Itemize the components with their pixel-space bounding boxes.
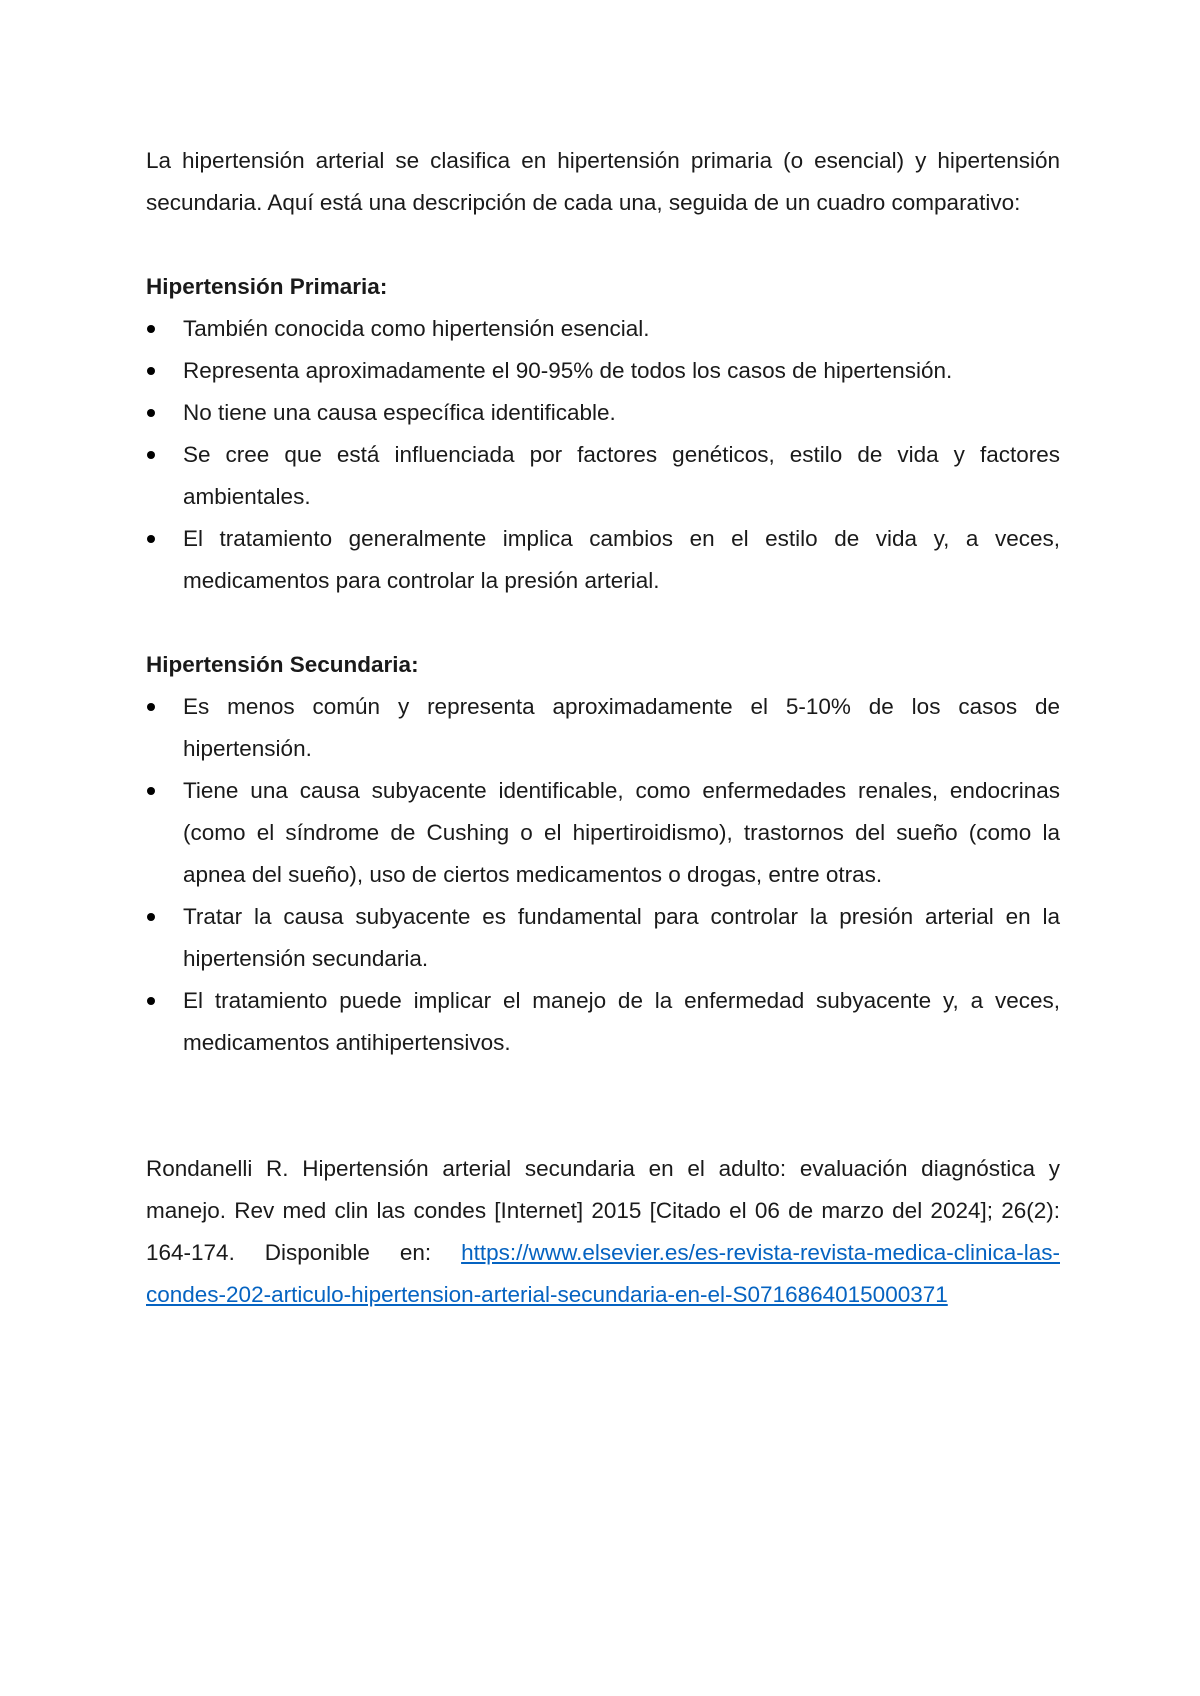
list-item	[146, 896, 1060, 980]
list-primaria	[146, 308, 1060, 602]
list-item	[146, 518, 1060, 602]
list-item-text: Se cree que está influenciada por factores genéticos, estilo de vida y factores ambientales.	[183, 442, 1060, 509]
list-item	[146, 308, 1060, 350]
heading-primaria: Hipertensión Primaria:	[146, 274, 388, 299]
list-item-text: El tratamiento generalmente implica cambios en el estilo de vida y, a veces, medicamentos para controlar la presión arterial.	[183, 526, 1060, 593]
reference-link[interactable]: https://www.elsevier.es/es-revista-revista-medica-clinica-las-condes-202-articulo-hipertension-arterial-secundaria-en-el-S0716864015000371	[146, 1240, 1060, 1307]
bullet-icon	[147, 367, 155, 375]
list-item-text: Tratar la causa subyacente es fundamental para controlar la presión arterial en la hipertensión secundaria.	[183, 904, 1060, 971]
spacer	[146, 224, 1060, 266]
bullet-icon	[147, 325, 155, 333]
heading-secundaria: Hipertensión Secundaria:	[146, 652, 419, 677]
list-item	[146, 434, 1060, 518]
list-item	[146, 350, 1060, 392]
bullet-icon	[147, 997, 155, 1005]
list-secundaria	[146, 686, 1060, 1064]
list-item-text: El tratamiento puede implicar el manejo de la enfermedad subyacente y, a veces, medicamentos antihipertensivos.	[183, 988, 1060, 1055]
spacer	[146, 1064, 1060, 1148]
list-item	[146, 770, 1060, 896]
document-page	[146, 140, 1060, 1316]
list-item-text: Es menos común y representa aproximadamente el 5-10% de los casos de hipertensión.	[183, 694, 1060, 761]
reference-paragraph	[146, 1148, 1060, 1316]
list-item-text: Representa aproximadamente el 90-95% de todos los casos de hipertensión.	[183, 358, 953, 383]
bullet-icon	[147, 451, 155, 459]
reference-text: Rondanelli R. Hipertensión arterial secundaria en el adulto: evaluación diagnóstica y manejo. Rev med clin las condes [Internet] 2015 [Citado el 06 de marzo del 2024]; 26(2): 164-174. Disponible en:	[146, 1156, 1060, 1265]
intro-paragraph: La hipertensión arterial se clasifica en hipertensión primaria (o esencial) y hipertensión secundaria. Aquí está una descripción de cada una, seguida de un cuadro comparativo:	[146, 148, 1060, 215]
list-item	[146, 392, 1060, 434]
list-item-text: No tiene una causa específica identificable.	[183, 400, 616, 425]
list-item	[146, 686, 1060, 770]
bullet-icon	[147, 535, 155, 543]
spacer	[146, 602, 1060, 644]
list-item-text: Tiene una causa subyacente identificable, como enfermedades renales, endocrinas (como el síndrome de Cushing o el hipertiroidismo), trastornos del sueño (como la apnea del sueño), uso de ciertos medicamentos o drogas, entre otras.	[183, 778, 1060, 887]
bullet-icon	[147, 913, 155, 921]
list-item-text: También conocida como hipertensión esencial.	[183, 316, 650, 341]
bullet-icon	[147, 787, 155, 795]
list-item	[146, 980, 1060, 1064]
bullet-icon	[147, 703, 155, 711]
bullet-icon	[147, 409, 155, 417]
